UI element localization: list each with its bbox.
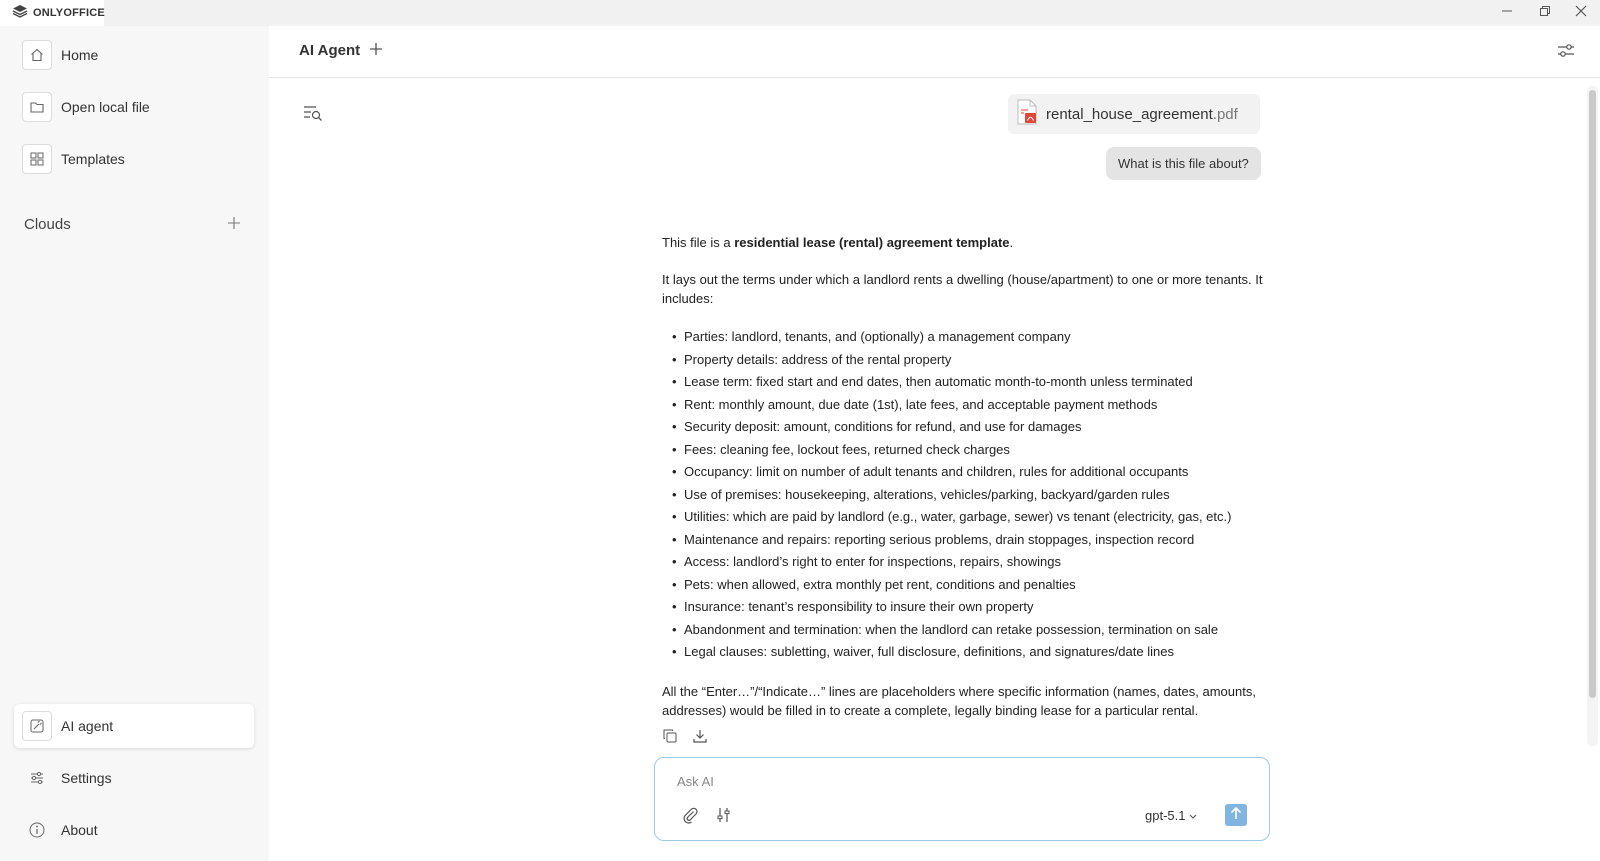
scrollbar-thumb[interactable]: [1589, 90, 1596, 698]
chevron-down-icon: [1189, 808, 1197, 823]
sidebar-item-home[interactable]: [22, 40, 98, 70]
tab-ai-agent[interactable]: AI Agent: [299, 42, 361, 59]
attached-file-chip[interactable]: [1008, 94, 1260, 134]
list-item: • Use of premises: housekeeping, alterations, vehicles/parking, backyard/garden rules: [662, 484, 1268, 507]
answer-closing: All the “Enter…”/“Indicate…” lines are placeholders where specific information (names, dates, amounts, addresses) would be filled in to create a complete, legally binding lease for a particular rental.: [662, 683, 1256, 718]
clouds-heading: Clouds: [24, 216, 71, 233]
restore-button[interactable]: [1526, 0, 1564, 26]
grid-icon: [22, 144, 52, 174]
info-icon: [22, 815, 52, 845]
home-icon: [22, 40, 52, 70]
list-item: • Lease term: fixed start and end dates, then automatic month-to-month unless terminated: [662, 371, 1268, 394]
list-item: • Access: landlord’s right to enter for inspections, repairs, showings: [662, 551, 1268, 574]
list-search-icon: [302, 110, 324, 127]
list-item: • Occupancy: limit on number of adult tenants and children, rules for additional occupants: [662, 461, 1268, 484]
list-item: • Insurance: tenant’s responsibility to insure their own property: [662, 596, 1268, 619]
model-select[interactable]: [1145, 806, 1197, 824]
sidebar-item-settings[interactable]: [22, 763, 112, 793]
answer-bullet-list: [662, 326, 1268, 664]
sidebar-item-templates[interactable]: [22, 144, 125, 174]
download-icon[interactable]: [692, 728, 708, 744]
file-extension: .pdf: [1212, 105, 1238, 123]
plus-icon: [227, 216, 241, 235]
send-button[interactable]: [1225, 804, 1247, 826]
file-name: rental_house_agreement.pdf: [1046, 105, 1238, 123]
list-item: • Utilities: which are paid by landlord (e.g., water, garbage, sewer) vs tenant (electricity, gas, etc.): [662, 506, 1268, 529]
close-window-button[interactable]: [1562, 0, 1600, 26]
arrow-up-icon: [1230, 806, 1242, 825]
sidebar-item-label: Open local file: [61, 99, 150, 115]
onlyoffice-logo-icon: [12, 4, 28, 23]
ask-ai-input[interactable]: [677, 770, 1237, 792]
add-cloud-button[interactable]: [225, 216, 243, 234]
sliders-icon: [22, 763, 52, 793]
ai-sparkle-icon: [22, 711, 52, 741]
sidebar-item-about[interactable]: [22, 815, 98, 845]
sliders-icon: [1556, 47, 1576, 64]
list-item: • Pets: when allowed, extra monthly pet rent, conditions and penalties: [662, 574, 1268, 597]
list-item: • Maintenance and repairs: reporting serious problems, drain stoppages, inspection record: [662, 529, 1268, 552]
user-message-bubble: What is this file about?: [1106, 147, 1261, 180]
folder-icon: [22, 92, 52, 122]
sidebar-item-label: Home: [61, 47, 99, 63]
sidebar-item-label: Settings: [61, 770, 112, 786]
list-item: • Fees: cleaning fee, lockout fees, returned check charges: [662, 439, 1268, 462]
list-item: • Security deposit: amount, conditions for refund, and use for damages: [662, 416, 1268, 439]
copy-icon[interactable]: [662, 728, 678, 744]
title-bar: [0, 0, 1600, 26]
sidebar-item-label: About: [61, 822, 98, 838]
answer-intro: This file is a residential lease (rental) agreement template.: [662, 235, 1014, 250]
tools-icon[interactable]: [715, 806, 733, 824]
pdf-file-icon: [1016, 99, 1038, 130]
new-chat-button[interactable]: [368, 42, 384, 60]
list-item: • Legal clauses: subletting, waiver, full disclosure, definitions, and signatures/date lines: [662, 641, 1268, 664]
list-item: • Parties: landlord, tenants, and (optionally) a management company: [662, 326, 1268, 349]
sidebar-item-label: AI agent: [61, 718, 114, 734]
sidebar: [0, 26, 269, 861]
list-item: • Property details: address of the rental property: [662, 349, 1268, 372]
answer-lead: It lays out the terms under which a landlord rents a dwelling (house/apartment) to one or more tenants. It includes:: [662, 272, 1263, 306]
sidebar-item-open-local-file[interactable]: [22, 92, 150, 122]
list-item: • Rent: monthly amount, due date (1st), late fees, and acceptable payment methods: [662, 394, 1268, 417]
app-brand: ONLYOFFICE: [33, 7, 105, 19]
minimize-button[interactable]: [1488, 0, 1526, 26]
main-header: [269, 26, 1600, 78]
restore-icon: [1539, 4, 1551, 22]
app-tab[interactable]: [0, 0, 104, 26]
assistant-message: [662, 233, 1268, 738]
model-name: gpt-5.1: [1145, 807, 1186, 823]
close-icon: [1575, 4, 1587, 22]
chat-settings-button[interactable]: [1556, 42, 1578, 62]
chat-history-button[interactable]: [302, 103, 324, 123]
sidebar-item-ai-agent[interactable]: [22, 711, 113, 741]
prompt-box: [654, 757, 1270, 841]
minimize-icon: [1501, 4, 1513, 22]
list-item: • Abandonment and termination: when the landlord can retake possession, termination on sale: [662, 619, 1268, 642]
plus-icon: [369, 42, 383, 61]
sidebar-item-label: Templates: [61, 151, 125, 167]
message-actions: [662, 728, 708, 744]
paperclip-icon[interactable]: [681, 806, 699, 824]
